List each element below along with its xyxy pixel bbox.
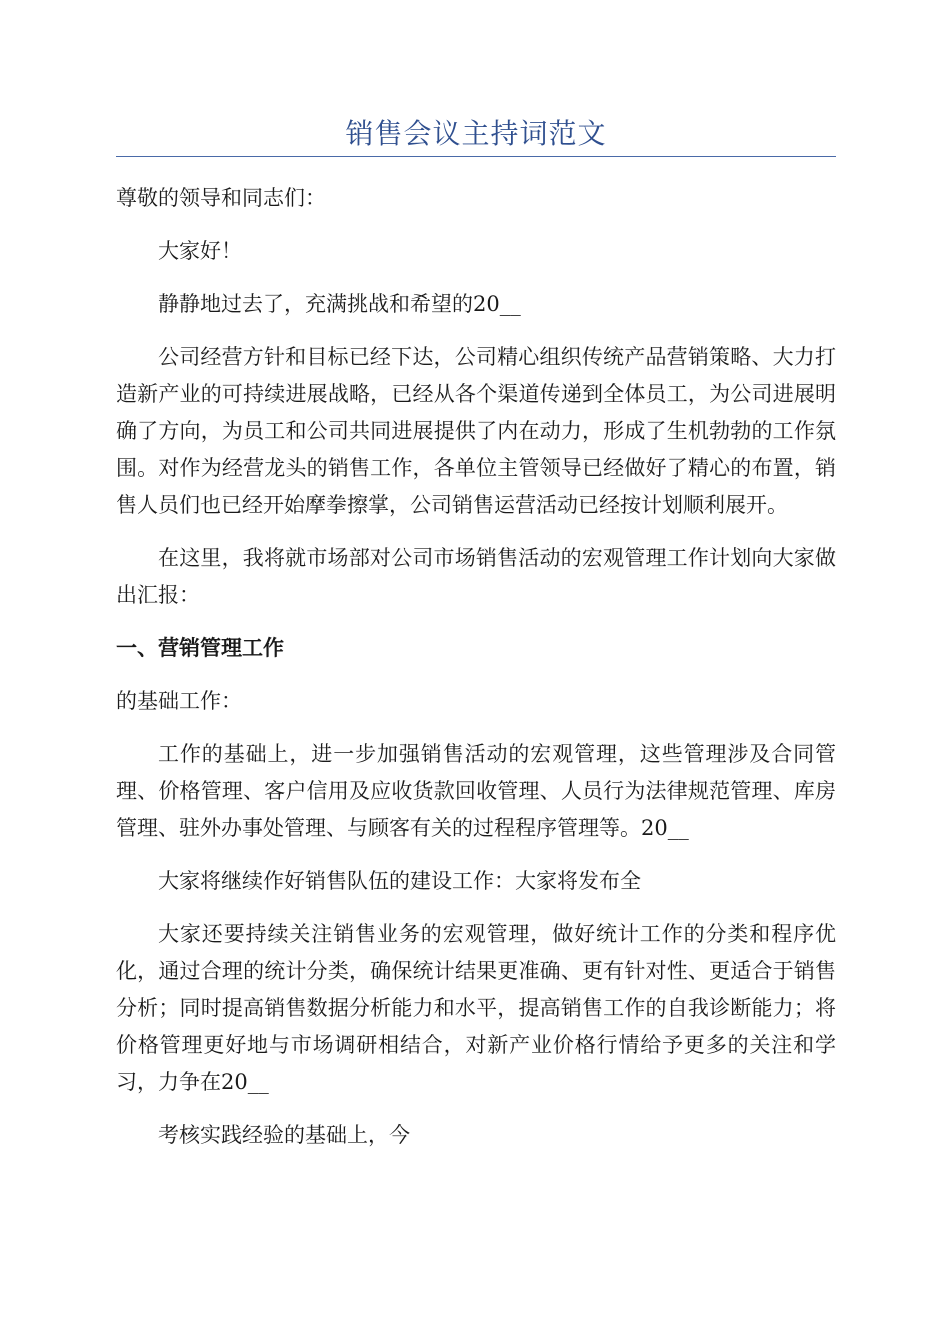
salutation: 尊敬的领导和同志们： bbox=[116, 186, 326, 210]
document-page bbox=[116, 0, 836, 1154]
paragraph-1: 静静地过去了，充满挑战和希望的20__ bbox=[158, 292, 521, 316]
paragraph-4: 的基础工作： bbox=[116, 689, 242, 713]
paragraph-2: 公司经营方针和目标已经下达，公司精心组织传统产品营销策略、大力打造新产业的可持续进展战略，已经从各个渠道传递到全体员工，为公司进展明确了方向，为员工和公司共同进展提供了内在动力，形成了生机勃勃的工作氛围。对作为经营龙头的销售工作，各单位主管领导已经做好了精心的布置，销售人员们也已经开始摩拳擦掌，公司销售运营活动已经按计划顺利展开。 bbox=[116, 345, 836, 517]
section-heading-1: 一、营销管理工作 bbox=[116, 636, 284, 660]
title-underline bbox=[116, 156, 836, 157]
document-title: 销售会议主持词范文 bbox=[345, 117, 607, 150]
paragraph-8: 考核实践经验的基础上，今 bbox=[158, 1123, 410, 1147]
paragraph-7: 大家还要持续关注销售业务的宏观管理，做好统计工作的分类和程序优化，通过合理的统计分类，确保统计结果更准确、更有针对性、更适合于销售分析；同时提高销售数据分析能力和水平，提高销售工作的自我诊断能力；将价格管理更好地与市场调研相结合，对新产业价格行情给予更多的关注和学习，力争在20__ bbox=[116, 922, 836, 1094]
paragraph-6: 大家将继续作好销售队伍的建设工作：大家将发布全 bbox=[158, 869, 641, 893]
greeting: 大家好！ bbox=[158, 239, 242, 263]
paragraph-5: 工作的基础上，进一步加强销售活动的宏观管理，这些管理涉及合同管理、价格管理、客户信用及应收货款回收管理、人员行为法律规范管理、库房管理、驻外办事处管理、与顾客有关的过程程序管理等。20__ bbox=[116, 742, 836, 840]
paragraph-3: 在这里，我将就市场部对公司市场销售活动的宏观管理工作计划向大家做出汇报： bbox=[116, 546, 836, 607]
